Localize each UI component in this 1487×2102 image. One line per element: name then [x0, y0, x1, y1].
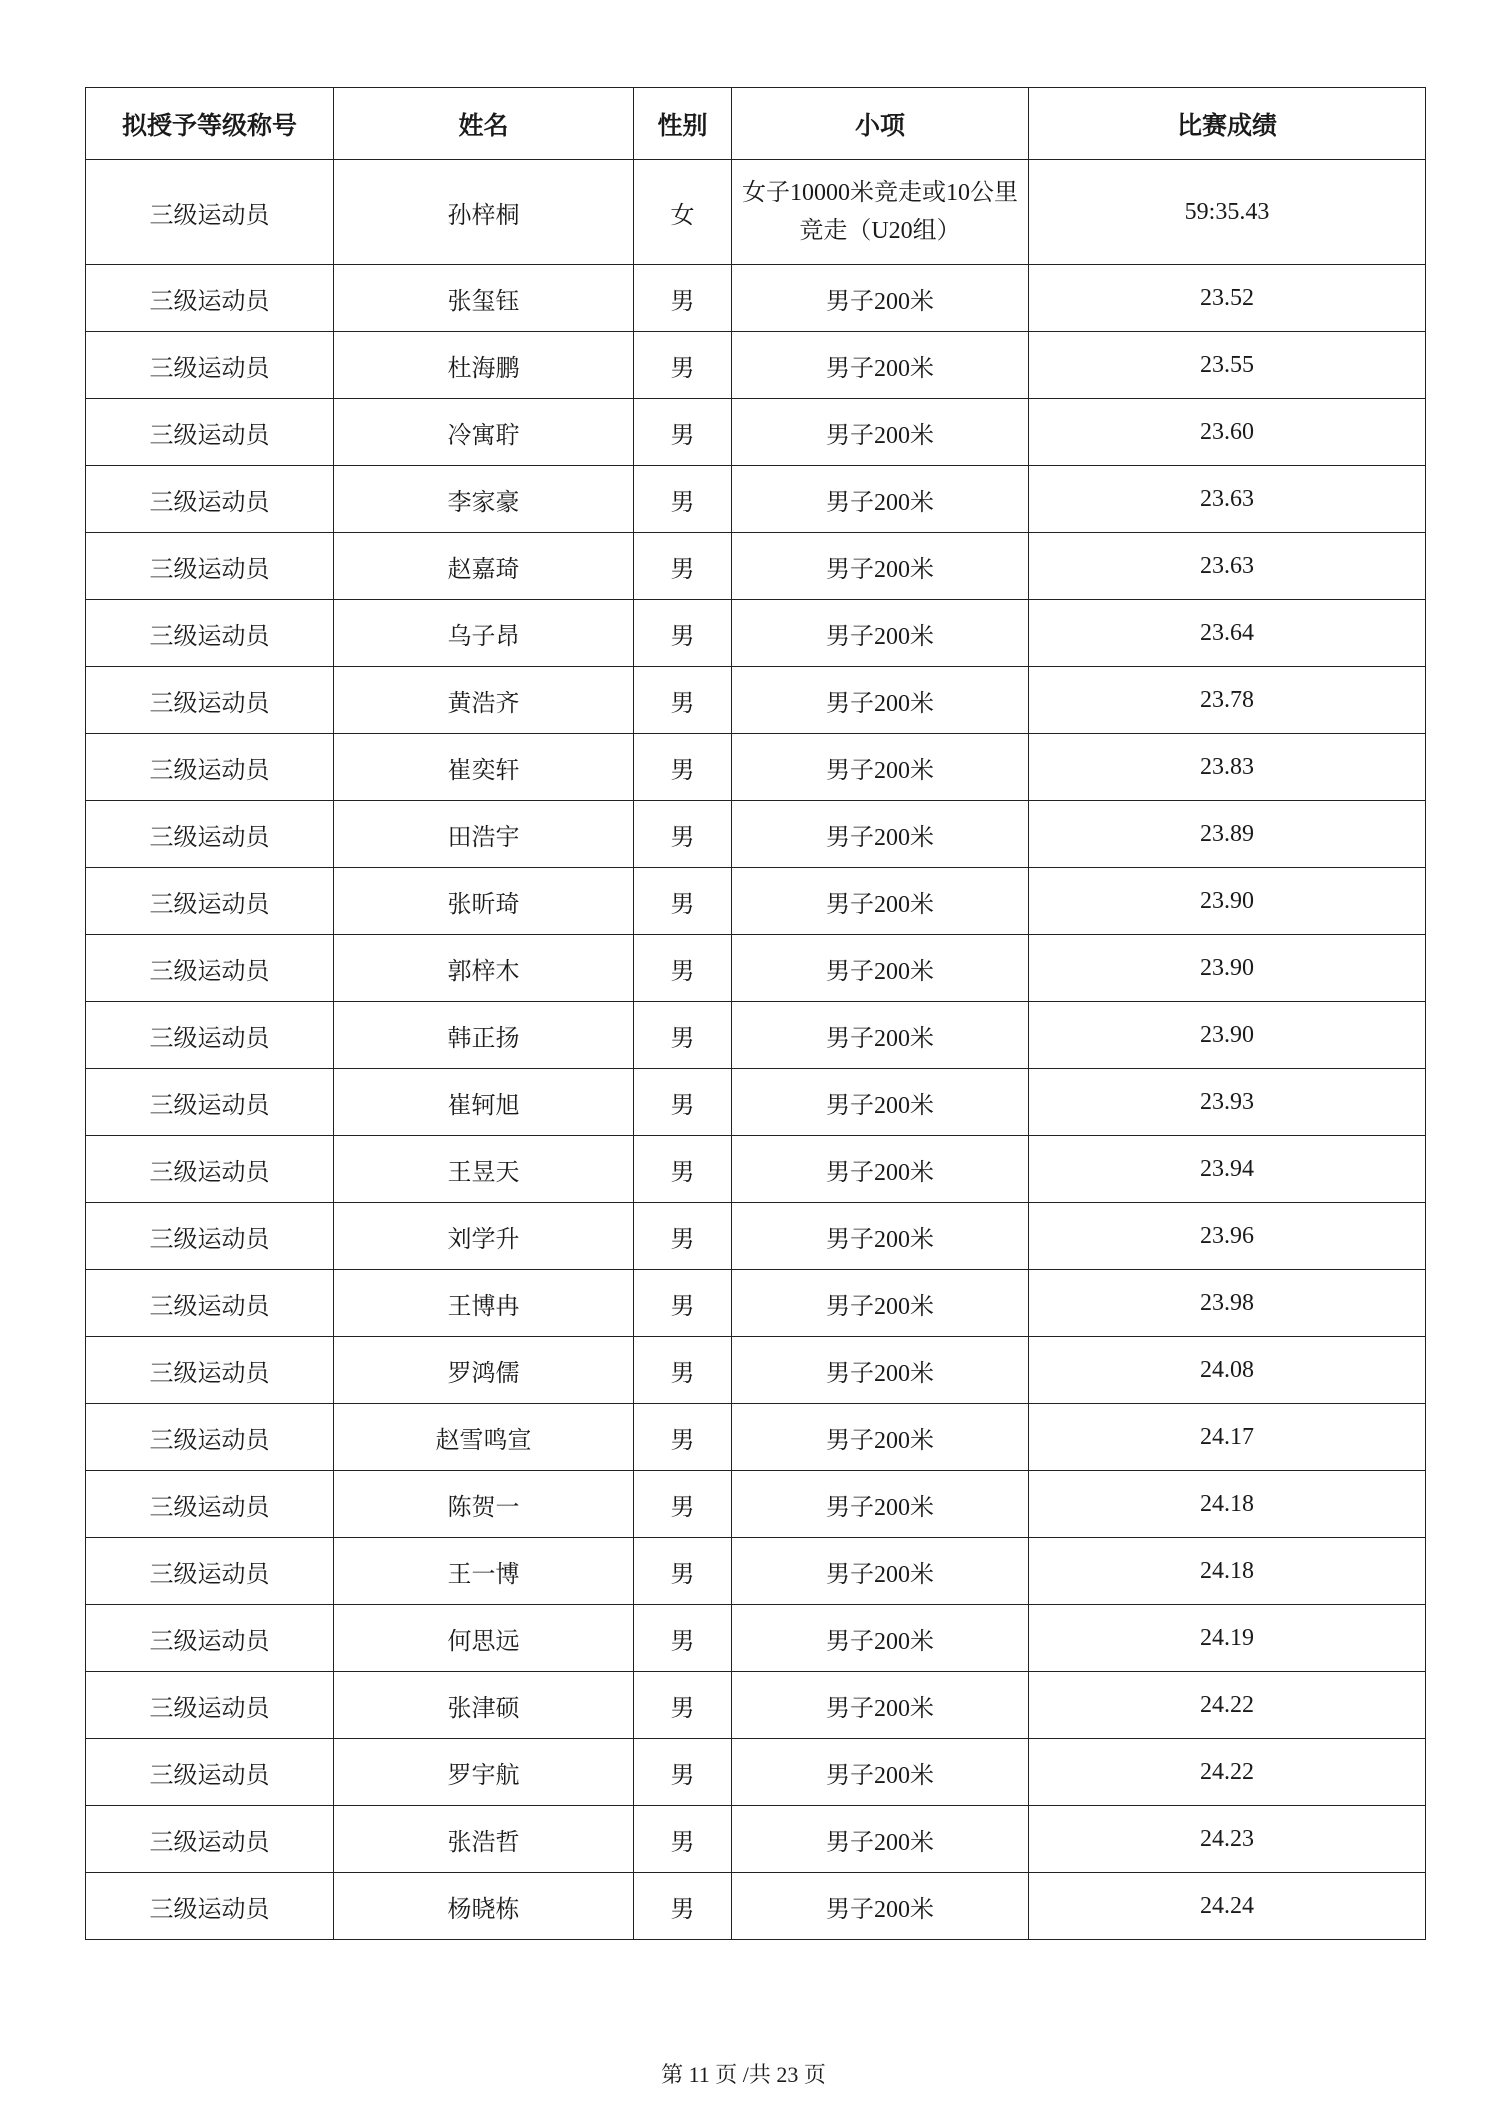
- table-row: [86, 801, 1426, 868]
- result-cell: 24.19: [1029, 1605, 1426, 1672]
- table-row: [86, 533, 1426, 600]
- event-cell: 男子200米: [732, 332, 1029, 399]
- event-text: 女子10000米竞走或10公里竞走（U20组）: [742, 180, 1018, 244]
- result-cell: 23.90: [1029, 868, 1426, 935]
- grade-cell: 三级运动员: [86, 1136, 334, 1203]
- result-cell: 24.18: [1029, 1471, 1426, 1538]
- name-cell: 冷寓聍: [334, 399, 634, 466]
- name-cell: 陈贺一: [334, 1471, 634, 1538]
- table-row: [86, 868, 1426, 935]
- grade-cell: 三级运动员: [86, 1002, 334, 1069]
- table-row: [86, 1873, 1426, 1940]
- gender-cell: 男: [634, 1337, 732, 1404]
- header-name: 姓名: [334, 88, 634, 160]
- event-cell: 男子200米: [732, 734, 1029, 801]
- event-cell: 男子200米: [732, 1203, 1029, 1270]
- gender-cell: 男: [634, 1069, 732, 1136]
- result-cell: 23.96: [1029, 1203, 1426, 1270]
- name-cell: 王一博: [334, 1538, 634, 1605]
- gender-cell: 男: [634, 1404, 732, 1471]
- table-row: [86, 1672, 1426, 1739]
- table-row: [86, 332, 1426, 399]
- result-cell: 24.08: [1029, 1337, 1426, 1404]
- gender-cell: 男: [634, 667, 732, 734]
- gender-cell: 男: [634, 1538, 732, 1605]
- grade-cell: 三级运动员: [86, 868, 334, 935]
- result-cell: 23.78: [1029, 667, 1426, 734]
- result-cell: 23.63: [1029, 533, 1426, 600]
- gender-cell: 男: [634, 1270, 732, 1337]
- name-cell: 孙梓桐: [334, 160, 634, 265]
- table-row: [86, 1136, 1426, 1203]
- gender-cell: 男: [634, 734, 732, 801]
- gender-cell: 男: [634, 533, 732, 600]
- table-row: [86, 734, 1426, 801]
- result-cell: 23.83: [1029, 734, 1426, 801]
- event-cell: 男子200米: [732, 600, 1029, 667]
- result-cell: 23.94: [1029, 1136, 1426, 1203]
- name-cell: 张昕琦: [334, 868, 634, 935]
- event-cell: 男子200米: [732, 1873, 1029, 1940]
- result-cell: 24.22: [1029, 1672, 1426, 1739]
- result-cell: 23.52: [1029, 265, 1426, 332]
- name-cell: 王昱天: [334, 1136, 634, 1203]
- event-cell: 男子200米: [732, 1002, 1029, 1069]
- event-cell: [732, 160, 1029, 265]
- event-cell: 男子200米: [732, 801, 1029, 868]
- grade-cell: 三级运动员: [86, 1538, 334, 1605]
- table-row: [86, 1270, 1426, 1337]
- grade-cell: 三级运动员: [86, 734, 334, 801]
- grade-cell: 三级运动员: [86, 1337, 334, 1404]
- header-event: 小项: [732, 88, 1029, 160]
- grade-cell: 三级运动员: [86, 667, 334, 734]
- result-cell: 24.18: [1029, 1538, 1426, 1605]
- gender-cell: 男: [634, 935, 732, 1002]
- result-cell: 23.90: [1029, 1002, 1426, 1069]
- table-header-row: [86, 88, 1426, 160]
- table-row: [86, 1069, 1426, 1136]
- grade-cell: 三级运动员: [86, 600, 334, 667]
- gender-cell: 男: [634, 1873, 732, 1940]
- gender-cell: 男: [634, 332, 732, 399]
- gender-cell: 男: [634, 1739, 732, 1806]
- page-number: 第 11 页 /共 23 页: [661, 2062, 826, 2087]
- gender-cell: 男: [634, 1471, 732, 1538]
- name-cell: 赵嘉琦: [334, 533, 634, 600]
- name-cell: 郭梓木: [334, 935, 634, 1002]
- event-cell: 男子200米: [732, 935, 1029, 1002]
- table-row: [86, 1337, 1426, 1404]
- gender-cell: 男: [634, 868, 732, 935]
- table-row: [86, 1739, 1426, 1806]
- name-cell: 赵雪鸣宣: [334, 1404, 634, 1471]
- table-row: [86, 1002, 1426, 1069]
- header-grade-title: 拟授予等级称号: [86, 88, 334, 160]
- gender-cell: 男: [634, 600, 732, 667]
- name-cell: 何思远: [334, 1605, 634, 1672]
- event-cell: 男子200米: [732, 265, 1029, 332]
- name-cell: 张津硕: [334, 1672, 634, 1739]
- gender-cell: 男: [634, 399, 732, 466]
- gender-cell: 男: [634, 466, 732, 533]
- grade-cell: 三级运动员: [86, 801, 334, 868]
- event-cell: 男子200米: [732, 1538, 1029, 1605]
- event-cell: 男子200米: [732, 1471, 1029, 1538]
- table-row: [86, 600, 1426, 667]
- grade-cell: 三级运动员: [86, 1739, 334, 1806]
- event-cell: 男子200米: [732, 533, 1029, 600]
- grade-cell: 三级运动员: [86, 1605, 334, 1672]
- event-cell: 男子200米: [732, 1739, 1029, 1806]
- gender-cell: 男: [634, 1136, 732, 1203]
- result-cell: 23.93: [1029, 1069, 1426, 1136]
- event-cell: 男子200米: [732, 667, 1029, 734]
- result-cell: 23.98: [1029, 1270, 1426, 1337]
- result-cell: 24.22: [1029, 1739, 1426, 1806]
- event-cell: 男子200米: [732, 1337, 1029, 1404]
- result-cell: 23.63: [1029, 466, 1426, 533]
- athlete-grade-table: [85, 87, 1426, 1940]
- grade-cell: 三级运动员: [86, 160, 334, 265]
- name-cell: 崔奕轩: [334, 734, 634, 801]
- result-cell: 59:35.43: [1029, 160, 1426, 265]
- grade-cell: 三级运动员: [86, 265, 334, 332]
- result-cell: 24.17: [1029, 1404, 1426, 1471]
- event-cell: 男子200米: [732, 1136, 1029, 1203]
- table-row: [86, 1806, 1426, 1873]
- table-body: [86, 160, 1426, 1940]
- result-cell: 23.64: [1029, 600, 1426, 667]
- event-cell: 男子200米: [732, 1605, 1029, 1672]
- name-cell: 黄浩齐: [334, 667, 634, 734]
- name-cell: 李家豪: [334, 466, 634, 533]
- name-cell: 张玺钰: [334, 265, 634, 332]
- name-cell: 韩正扬: [334, 1002, 634, 1069]
- grade-cell: 三级运动员: [86, 533, 334, 600]
- name-cell: 杨晓栋: [334, 1873, 634, 1940]
- grade-cell: 三级运动员: [86, 1672, 334, 1739]
- name-cell: 乌子昂: [334, 600, 634, 667]
- gender-cell: 男: [634, 1672, 732, 1739]
- grade-cell: 三级运动员: [86, 466, 334, 533]
- header-result: 比赛成绩: [1029, 88, 1426, 160]
- result-cell: 23.90: [1029, 935, 1426, 1002]
- table-row: [86, 1203, 1426, 1270]
- event-cell: 男子200米: [732, 399, 1029, 466]
- name-cell: 崔轲旭: [334, 1069, 634, 1136]
- gender-cell: 男: [634, 1806, 732, 1873]
- name-cell: 杜海鹏: [334, 332, 634, 399]
- name-cell: 罗鸿儒: [334, 1337, 634, 1404]
- event-cell: 男子200米: [732, 1806, 1029, 1873]
- table-row: [86, 265, 1426, 332]
- grade-cell: 三级运动员: [86, 1270, 334, 1337]
- grade-cell: 三级运动员: [86, 1806, 334, 1873]
- grade-cell: 三级运动员: [86, 332, 334, 399]
- name-cell: 王博冉: [334, 1270, 634, 1337]
- result-cell: 23.55: [1029, 332, 1426, 399]
- event-cell: 男子200米: [732, 1069, 1029, 1136]
- gender-cell: 男: [634, 1605, 732, 1672]
- result-cell: 23.89: [1029, 801, 1426, 868]
- gender-cell: 男: [634, 1002, 732, 1069]
- gender-cell: 女: [634, 160, 732, 265]
- grade-cell: 三级运动员: [86, 1873, 334, 1940]
- result-cell: 23.60: [1029, 399, 1426, 466]
- event-cell: 男子200米: [732, 1270, 1029, 1337]
- grade-cell: 三级运动员: [86, 935, 334, 1002]
- event-cell: 男子200米: [732, 1672, 1029, 1739]
- table-row: [86, 1538, 1426, 1605]
- name-cell: 张浩哲: [334, 1806, 634, 1873]
- table-row: [86, 667, 1426, 734]
- name-cell: 田浩宇: [334, 801, 634, 868]
- gender-cell: 男: [634, 265, 732, 332]
- name-cell: 罗宇航: [334, 1739, 634, 1806]
- table-row: [86, 935, 1426, 1002]
- table-row: [86, 160, 1426, 265]
- header-gender: 性别: [634, 88, 732, 160]
- table-row: [86, 466, 1426, 533]
- grade-cell: 三级运动员: [86, 1203, 334, 1270]
- event-cell: 男子200米: [732, 868, 1029, 935]
- grade-cell: 三级运动员: [86, 1471, 334, 1538]
- grade-cell: 三级运动员: [86, 1069, 334, 1136]
- name-cell: 刘学升: [334, 1203, 634, 1270]
- table-row: [86, 399, 1426, 466]
- grade-cell: 三级运动员: [86, 1404, 334, 1471]
- gender-cell: 男: [634, 1203, 732, 1270]
- table-row: [86, 1404, 1426, 1471]
- event-cell: 男子200米: [732, 1404, 1029, 1471]
- table-row: [86, 1471, 1426, 1538]
- table-row: [86, 1605, 1426, 1672]
- result-cell: 24.23: [1029, 1806, 1426, 1873]
- grade-cell: 三级运动员: [86, 399, 334, 466]
- event-cell: 男子200米: [732, 466, 1029, 533]
- result-cell: 24.24: [1029, 1873, 1426, 1940]
- gender-cell: 男: [634, 801, 732, 868]
